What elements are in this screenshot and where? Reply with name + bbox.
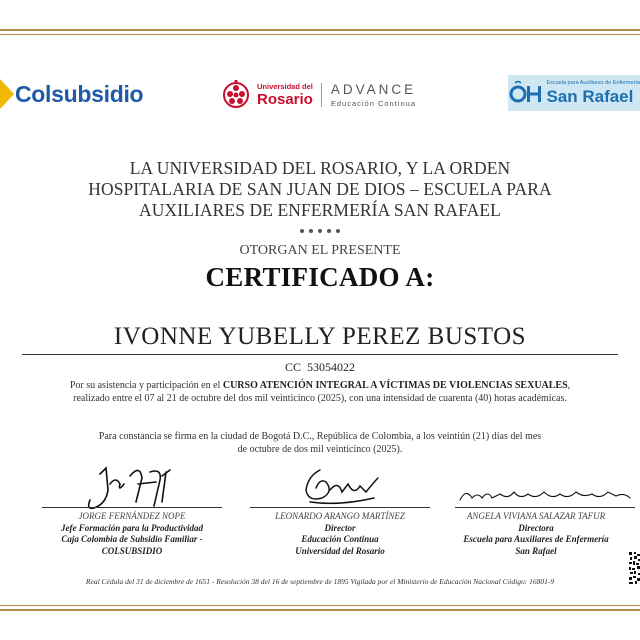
legal-footer: Real Cédula del 31 de diciembre de 1651 - Resolución 38 del 16 de septiembre de 1895 Vigilada por el Ministerio de Educación Nacional Código: 16801-9 <box>85 577 555 586</box>
otorgan-text: OTORGAN EL PRESENTE <box>239 243 401 258</box>
signature-3-line <box>455 507 635 508</box>
recipient-name: IVONNE YUBELLY PEREZ BUSTOS <box>113 323 527 350</box>
signature-2-handwriting <box>290 462 390 512</box>
name-underline <box>22 354 618 355</box>
rosario-small-text: Universidad del <box>257 82 313 92</box>
san-rafael-big-text: San Rafael <box>546 87 634 107</box>
top-border-thick <box>0 29 640 31</box>
rosario-big-text: Rosario <box>257 90 313 108</box>
rosario-crest-icon <box>221 79 251 111</box>
heading-line-2: HOSPITALARIA DE SAN JUAN DE DIOS – ESCUELA PARA <box>88 179 552 199</box>
bottom-border-thin <box>0 605 640 606</box>
san-rafael-small-text: Escuela para Auxiliares de Enfermería <box>546 79 640 86</box>
signer-2-name: LEONARDO ARANGO MARTÍNEZ <box>275 511 405 521</box>
heading-line-3: AUXILIARES DE ENFERMERÍA SAN RAFAEL <box>139 200 501 220</box>
colsubsidio-logo <box>0 76 143 112</box>
rosario-advance-logo <box>221 78 416 112</box>
heading-line-1: LA UNIVERSIDAD DEL ROSARIO, Y LA ORDEN <box>129 158 511 178</box>
colsubsidio-mark-icon <box>0 79 14 109</box>
id-type: CC <box>284 360 301 374</box>
colsubsidio-wordmark: Colsubsidio <box>15 80 144 107</box>
certificate-title: CERTIFICADO A: <box>205 262 435 292</box>
top-border-thin <box>0 34 640 35</box>
signature-1-block: JORGE FERNÁNDEZ NOPE Jefe Formación para la Productividad Caja Colombia de Subsidio Familiar - COLSUBSIDIO <box>22 511 242 557</box>
signer-3-name: ANGELA VIVIANA SALAZAR TAFUR <box>466 511 606 521</box>
advance-subtitle: Educación Continua <box>330 98 416 108</box>
recipient-id <box>0 360 640 375</box>
logo-divider <box>321 83 322 107</box>
decorative-dots <box>300 229 340 233</box>
id-number: 53054022 <box>307 360 355 374</box>
advance-wordmark: ADVANCE <box>330 82 417 97</box>
constancia-line-2: de octubre de dos mil veinticinco (2025). <box>237 444 403 455</box>
oh-emblem-icon <box>508 78 546 108</box>
qr-code-icon <box>628 551 640 585</box>
course-name: CURSO ATENCIÓN INTEGRAL A VÍCTIMAS DE VIOLENCIAS SEXUALES <box>222 380 568 391</box>
signature-1-line <box>42 507 222 508</box>
signature-3-handwriting <box>456 482 636 508</box>
body-line-2: realizado entre el 07 al 21 de octubre del dos mil veinticinco (2025), con una intensidad de cuarenta (40) horas académicas. <box>73 393 567 404</box>
signature-1-handwriting <box>80 462 190 517</box>
body-line-1: Por su asistencia y participación en el CURSO ATENCIÓN INTEGRAL A VÍCTIMAS DE VIOLENCIAS SEXUALES, <box>69 380 571 391</box>
signature-2-block: LEONARDO ARANGO MARTÍNEZ Director Educación Continua Universidad del Rosario <box>230 511 450 557</box>
san-rafael-logo <box>508 75 640 111</box>
signature-3-block: ANGELA VIVIANA SALAZAR TAFUR Directora Escuela para Auxiliares de Enfermería San Rafael <box>432 511 640 557</box>
bottom-border-thick <box>0 609 640 611</box>
signer-1-name: JORGE FERNÁNDEZ NOPE <box>78 511 186 521</box>
signature-2-line <box>250 507 430 508</box>
constancia-line-1: Para constancia se firma en la ciudad de Bogotá D.C., República de Colombia, a los veintiún (21) días del mes <box>98 431 542 442</box>
